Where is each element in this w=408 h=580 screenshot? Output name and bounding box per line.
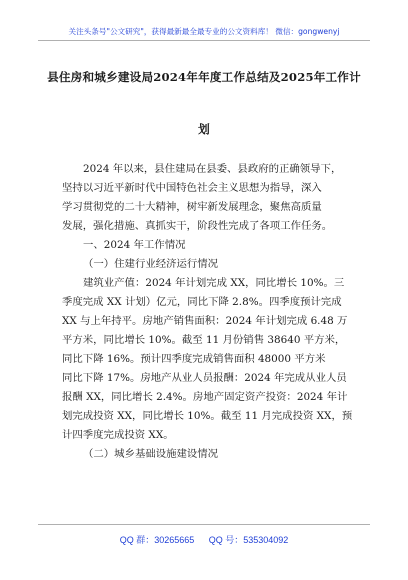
header-banner: 关注头条号"公文研究"，获得最新最全最专业的公文资料库！ 微信：gongwenyj [68, 27, 340, 36]
paragraph-line: 报酬 XX，同比增长 2.4%。房地产固定资产投资：2024 年计 [62, 391, 348, 403]
footer-contact [0, 533, 408, 546]
subsection-heading: （二）城乡基础设施建设情况 [83, 448, 219, 460]
document-title-line-2: 划 [198, 122, 210, 136]
document-title-line-1: 县住房和城乡建设局2024年年度工作总结及2025年工作计 [47, 70, 361, 84]
paragraph-line: 坚持以习近平新时代中国特色社会主义思想为指导，深入 [62, 182, 322, 194]
footer-qq-group: QQ 群：30265665 [119, 535, 195, 545]
header-divider [38, 40, 370, 41]
paragraph-line: 同比下降 16%。预计四季度完成销售面积 48000 平方米 [62, 353, 326, 365]
paragraph-line: 同比下降 17%。房地产从业人员报酬：2024 年完成从业人员 [62, 372, 347, 384]
paragraph-line: 计四季度完成投资 XX。 [62, 429, 174, 441]
section-heading: 一、2024 年工作情况 [83, 239, 186, 251]
paragraph-line: XX 与上年持平。房地产销售面积：2024 年计划完成 6.48 万 [62, 315, 348, 327]
footer-qq-number: QQ 号：535304092 [208, 535, 289, 545]
paragraph-line: 划完成投资 XX，同比增长 10%。截至 11 月完成投资 XX，预 [62, 410, 353, 422]
paragraph-line: 2024 年以来，县住建局在县委、县政府的正确领导下， [83, 163, 342, 175]
footer-divider [38, 524, 370, 525]
paragraph-line: 学习贯彻党的二十大精神，树牢新发展理念，聚焦高质量 [62, 201, 322, 213]
paragraph-line: 建筑业产值：2024 年计划完成 XX，同比增长 10%。三 [83, 277, 345, 289]
subsection-heading: （一）住建行业经济运行情况 [83, 258, 219, 270]
paragraph-line: 季度完成 XX 计划）亿元，同比下降 2.8%。四季度预计完成 [62, 296, 342, 308]
paragraph-line: 发展，强化措施、真抓实干，阶段性完成了各项工作任务。 [62, 220, 333, 232]
paragraph-line: 平方米，同比增长 10%。截至 11 月份销售 38640 平方米， [62, 334, 346, 346]
document-body [62, 160, 362, 464]
